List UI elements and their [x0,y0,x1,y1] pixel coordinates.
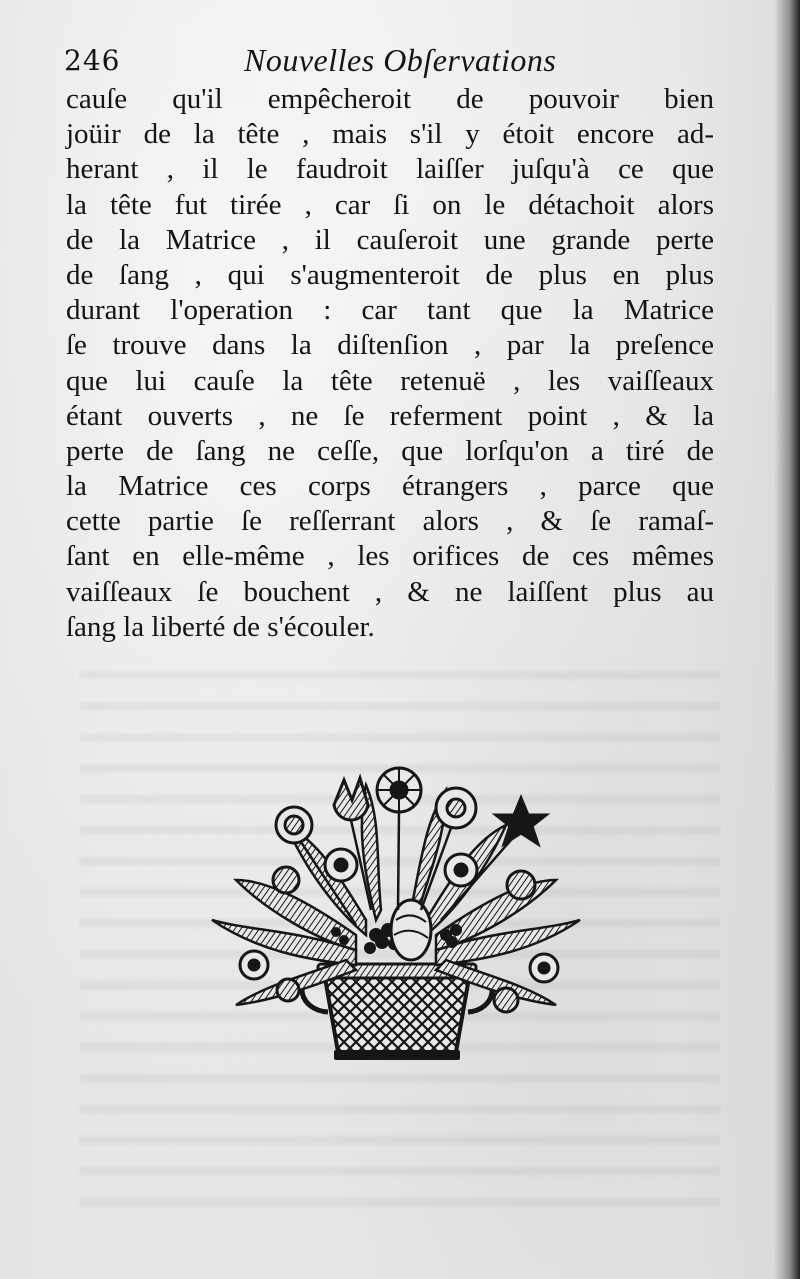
text-line: vaiſſeaux ſe bouchent , & ne laiſſent plus au [66,575,714,608]
page-header [64,40,724,84]
running-title: Nouvelles Obſervations [244,42,557,78]
text-line: cette partie ſe reſſerrant alors , & ſe ramaſ- [66,505,714,538]
text-line: herant , il le faudroit laiſſer juſqu'à ce que [66,153,714,186]
page-number: 246 [64,44,121,77]
text-line: la tête fut tirée , car ſi on le détachoit alors [66,188,714,221]
text-line: de ſang , qui s'augmenteroit de plus en plus [66,258,714,291]
flower-basket-woodcut-icon [206,760,586,1070]
text-line: ſe trouve dans la diſtenſion , par la preſence [66,329,714,362]
text-line: cauſe qu'il empêcheroit de pouvoir bien [66,83,714,115]
text-line: joüir de la tête , mais s'il y étoit encore ad- [66,118,714,151]
text-line: ſang la liberté de s'écouler. [66,610,375,643]
text-line: que lui cauſe la tête retenuë , les vaiſſeaux [66,364,714,397]
binding-shadow [774,0,800,1279]
text-line: durant l'operation : car tant que la Matrice [66,294,714,327]
text-line: de la Matrice , il cauſeroit une grande perte [66,223,714,256]
text-line: ſant en elle-même , les orifices de ces mêmes [66,540,714,573]
body-text [66,82,714,645]
text-line: étant ouverts , ne ſe referment point , & la [66,399,714,432]
text-line: la Matrice ces corps étrangers , parce que [66,470,714,503]
text-line: perte de ſang ne ceſſe, que lorſqu'on a tiré de [66,434,714,467]
